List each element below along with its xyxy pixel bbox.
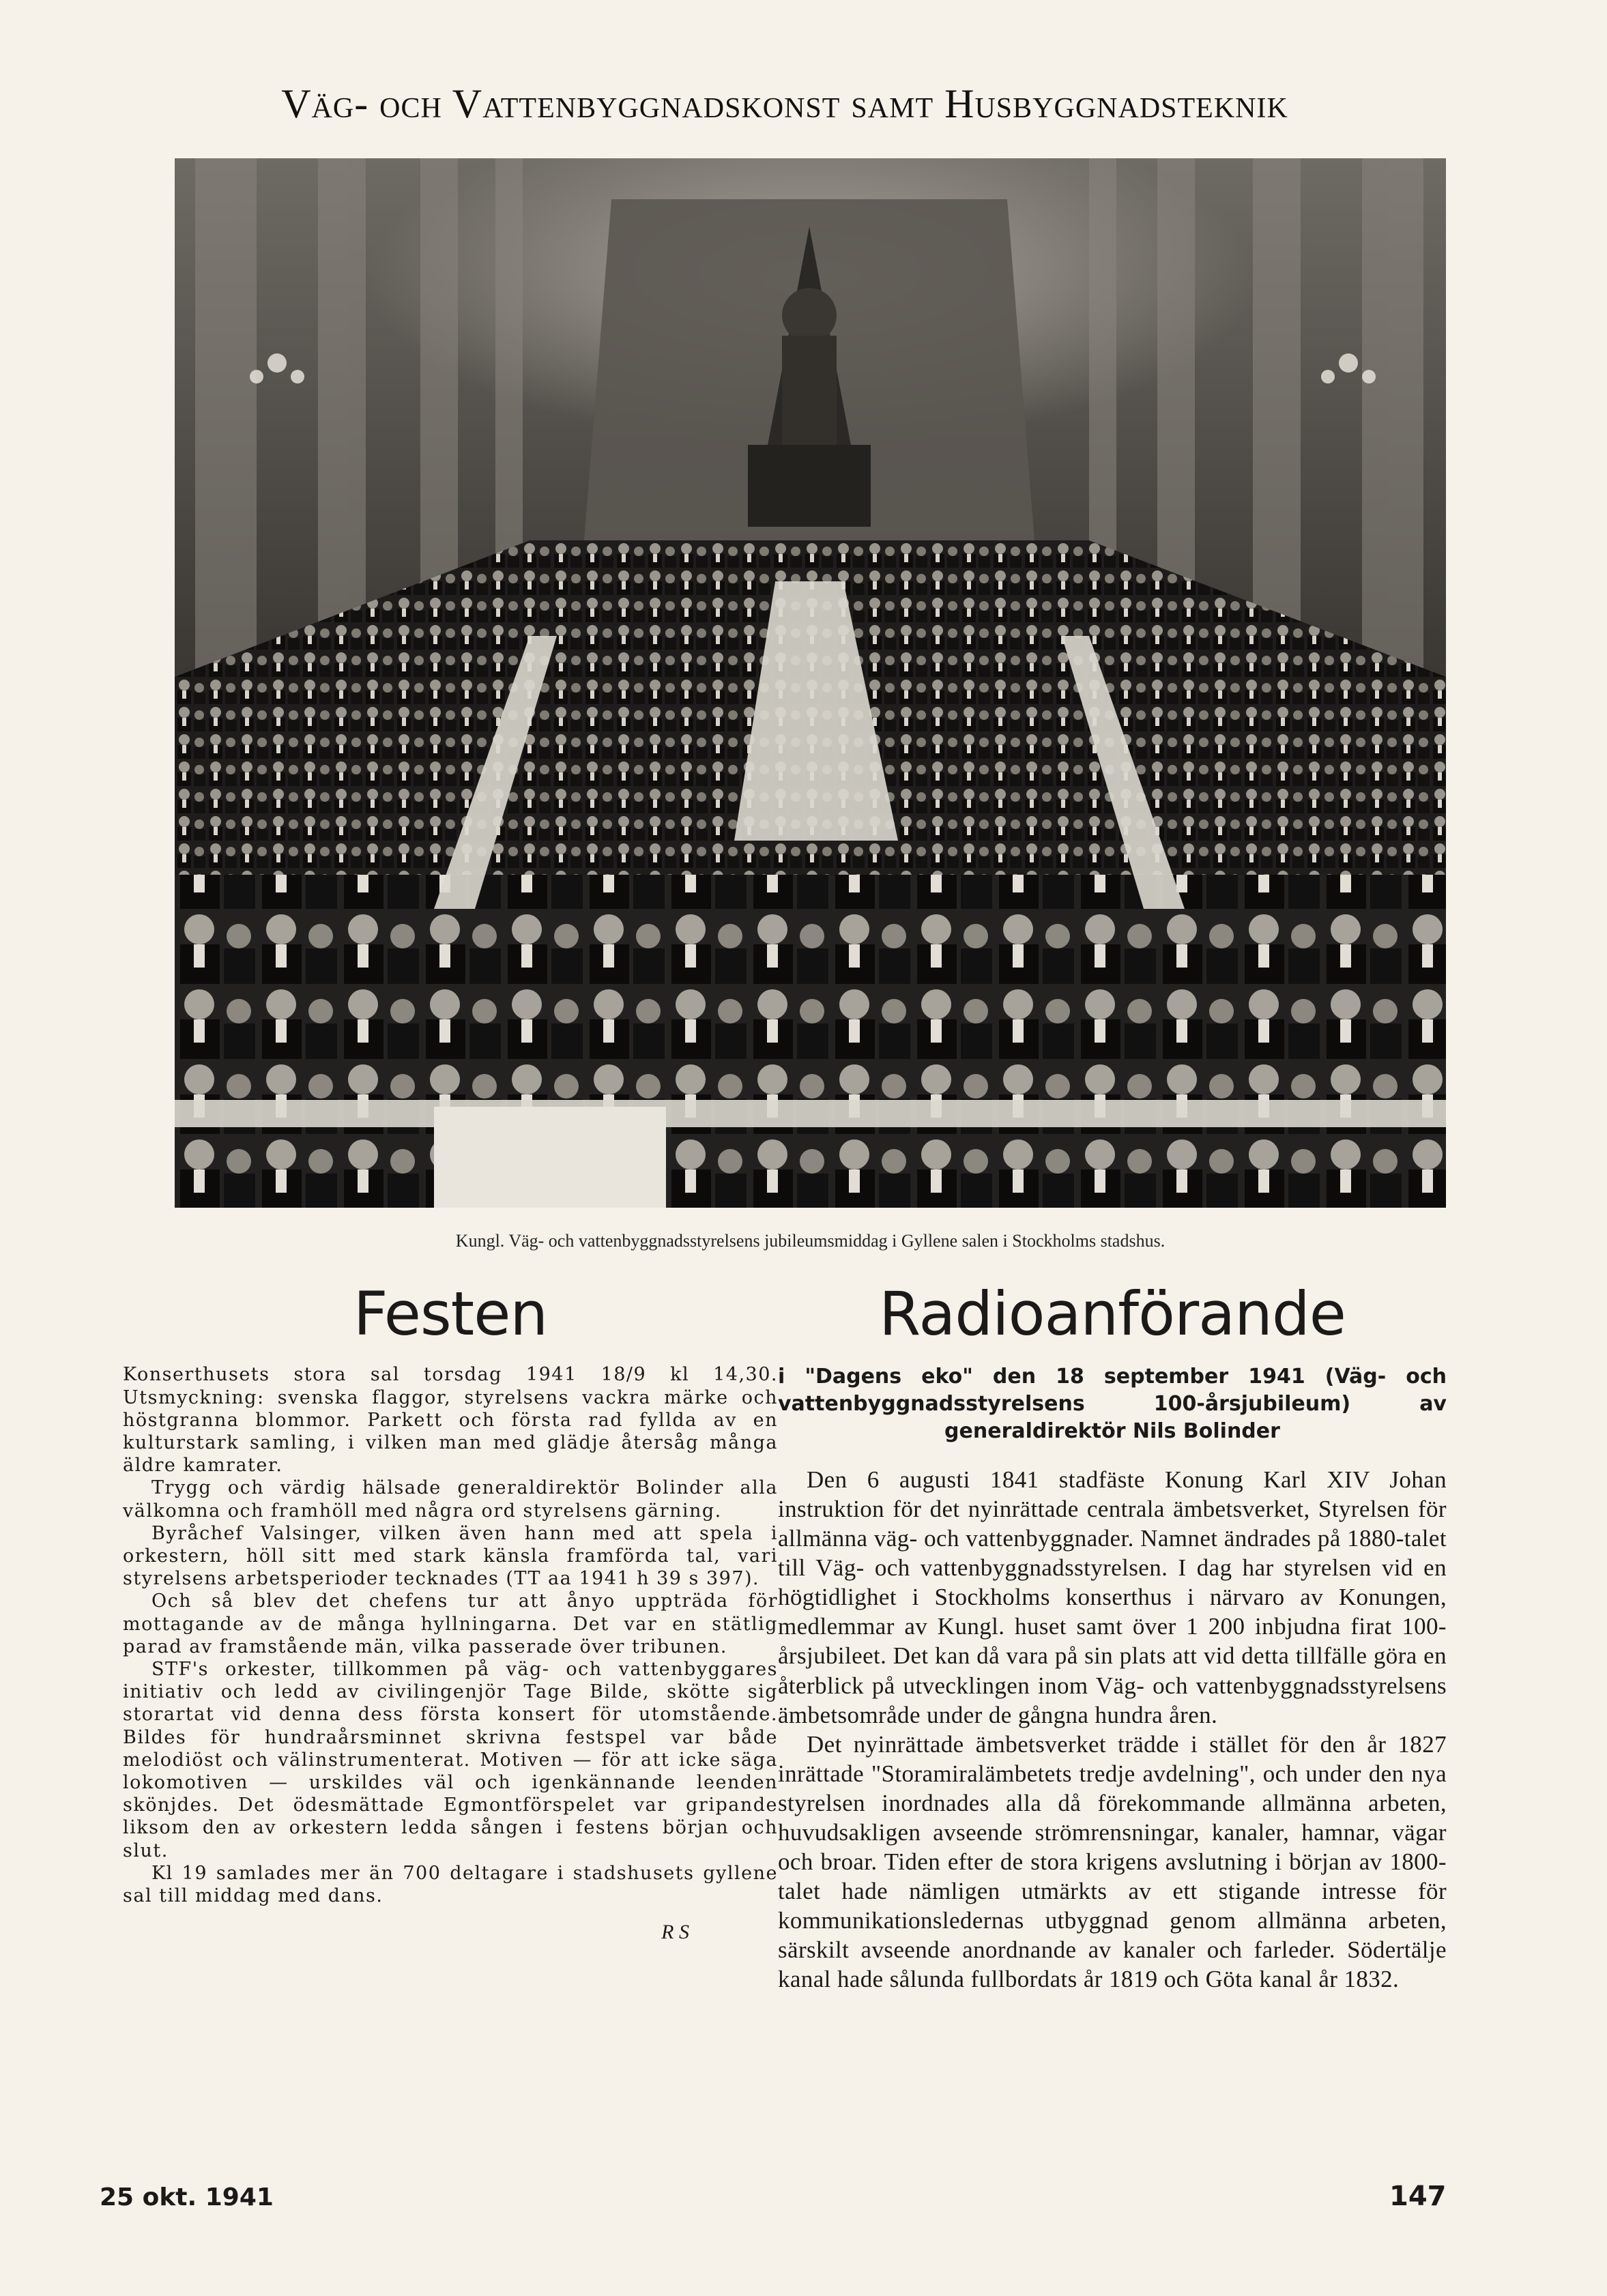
radio-subtitle: i "Dagens eko" den 18 september 1941 (Väg- och vattenbyggnadsstyrelsens 100-årsjubileum) av generaldirektör Nils Bolinder <box>778 1365 1447 1443</box>
photo-caption: Kungl. Väg- och vattenbyggnadsstyrelsens jubileumsmiddag i Gyllene salen i Stockholms stadshus. <box>455 1231 1166 1251</box>
banquet-photo <box>175 158 1446 1208</box>
radio-body <box>778 1465 1447 1994</box>
radio-paragraph: Den 6 augusti 1841 stadfäste Konung Karl XIV Johan instruktion för det nyinrättade centrala ämbetsverket, Styrelsen för allmänna väg- och vattenbyggnader. Namnet ändrades på 1880-talet till Väg- och vattenbyggnadsstyrelsen. I dag har styrelsen vid en högtidlighet i Stockholms konserthus i närvaro av Konungen, medlemmar av Kungl. huset samt över 1 200 inbjudna firat 100-årsjubileet. Det kan då vara på sin plats att vid detta tillfälle göra en återblick på utvecklingen inom Väg- och vattenbyggnadsstyrelsens ämbetsområde under de gångna hundra åren. <box>778 1466 1447 1728</box>
radio-title: Radioanförande <box>879 1279 1346 1349</box>
festen-body <box>123 1363 778 1907</box>
banquet-photo-illustration <box>175 158 1446 1208</box>
festen-paragraph: STF's orkester, tillkommen på väg- och vattenbyggares initiativ och ledd av civilingenjör Tage Bilde, skötte sig storartat vid denna dess första konsert för utomstående. Bildes för hundraårsminnet skrivna festspel var både melodiöst och välinstrumenterat. Motiven — för att icke säga lokomotiven — urskildes väl och igenkännande leenden skönjdes. Det ödesmättade Egmontförspelet var gripande liksom den av orkestern ledda sången i festens början och slut. <box>123 1659 778 1861</box>
festen-paragraph: Och så blev det chefens tur att ånyo uppträda för mottagande av de många hyllningarna. Det var en stätlig parad av framstående män, vilka passerade över tribunen. <box>123 1590 778 1657</box>
radio-column <box>778 1279 1447 1994</box>
festen-paragraph: Kl 19 samlades mer än 700 deltagare i stadshusets gyllene sal till middag med dans. <box>123 1862 778 1907</box>
festen-column <box>123 1279 778 1944</box>
festen-title: Festen <box>353 1279 548 1349</box>
running-header: Väg- och Vattenbyggnadskonst samt Husbyggnadsteknik <box>281 81 1288 126</box>
festen-paragraph: Byråchef Valsinger, vilken även hann med att spela i orkestern, höll sitt med stark känsla framförda tal, vari styrelsens arbetsperioder tecknades (TT aa 1941 h 39 s 397). <box>123 1522 778 1590</box>
festen-signature: R S <box>661 1921 689 1944</box>
footer-date: 25 okt. 1941 <box>100 2183 274 2211</box>
festen-paragraph: Trygg och värdig hälsade generaldirektör Bolinder alla välkomna och framhöll med några ord styrelsens gärning. <box>123 1477 778 1522</box>
festen-paragraph: Konserthusets stora sal torsdag 1941 18/9 kl 14,30. Utsmyckning: svenska flaggor, styrelsens vackra märke och höstgranna blommor. Parkett och första rad fyllda av en kulturstark samling, i vilken man med glädje återsåg många äldre kamrater. <box>123 1364 778 1477</box>
page-number: 147 <box>1389 2181 1447 2212</box>
radio-paragraph: Det nyinrättade ämbetsverket trädde i stället för den år 1827 inrättade "Storamiralämbetets tredje avdelning", och under den nya styrelsen inordnades alla då förekommande allmänna arbeten, huvudsakligen avseende strömrensningar, kanaler, hamnar, vägar och broar. Tiden efter de stora krigens avslutning i början av 1800-talet hade nämligen utmärkts av ett stigande intresse för kommunikationsledernas utbyggnad genom allmänna arbeten, särskilt avseende anordnande av kanaler och farleder. Södertälje kanal hade sålunda fullbordats år 1819 och Göta kanal år 1832. <box>778 1730 1447 1992</box>
